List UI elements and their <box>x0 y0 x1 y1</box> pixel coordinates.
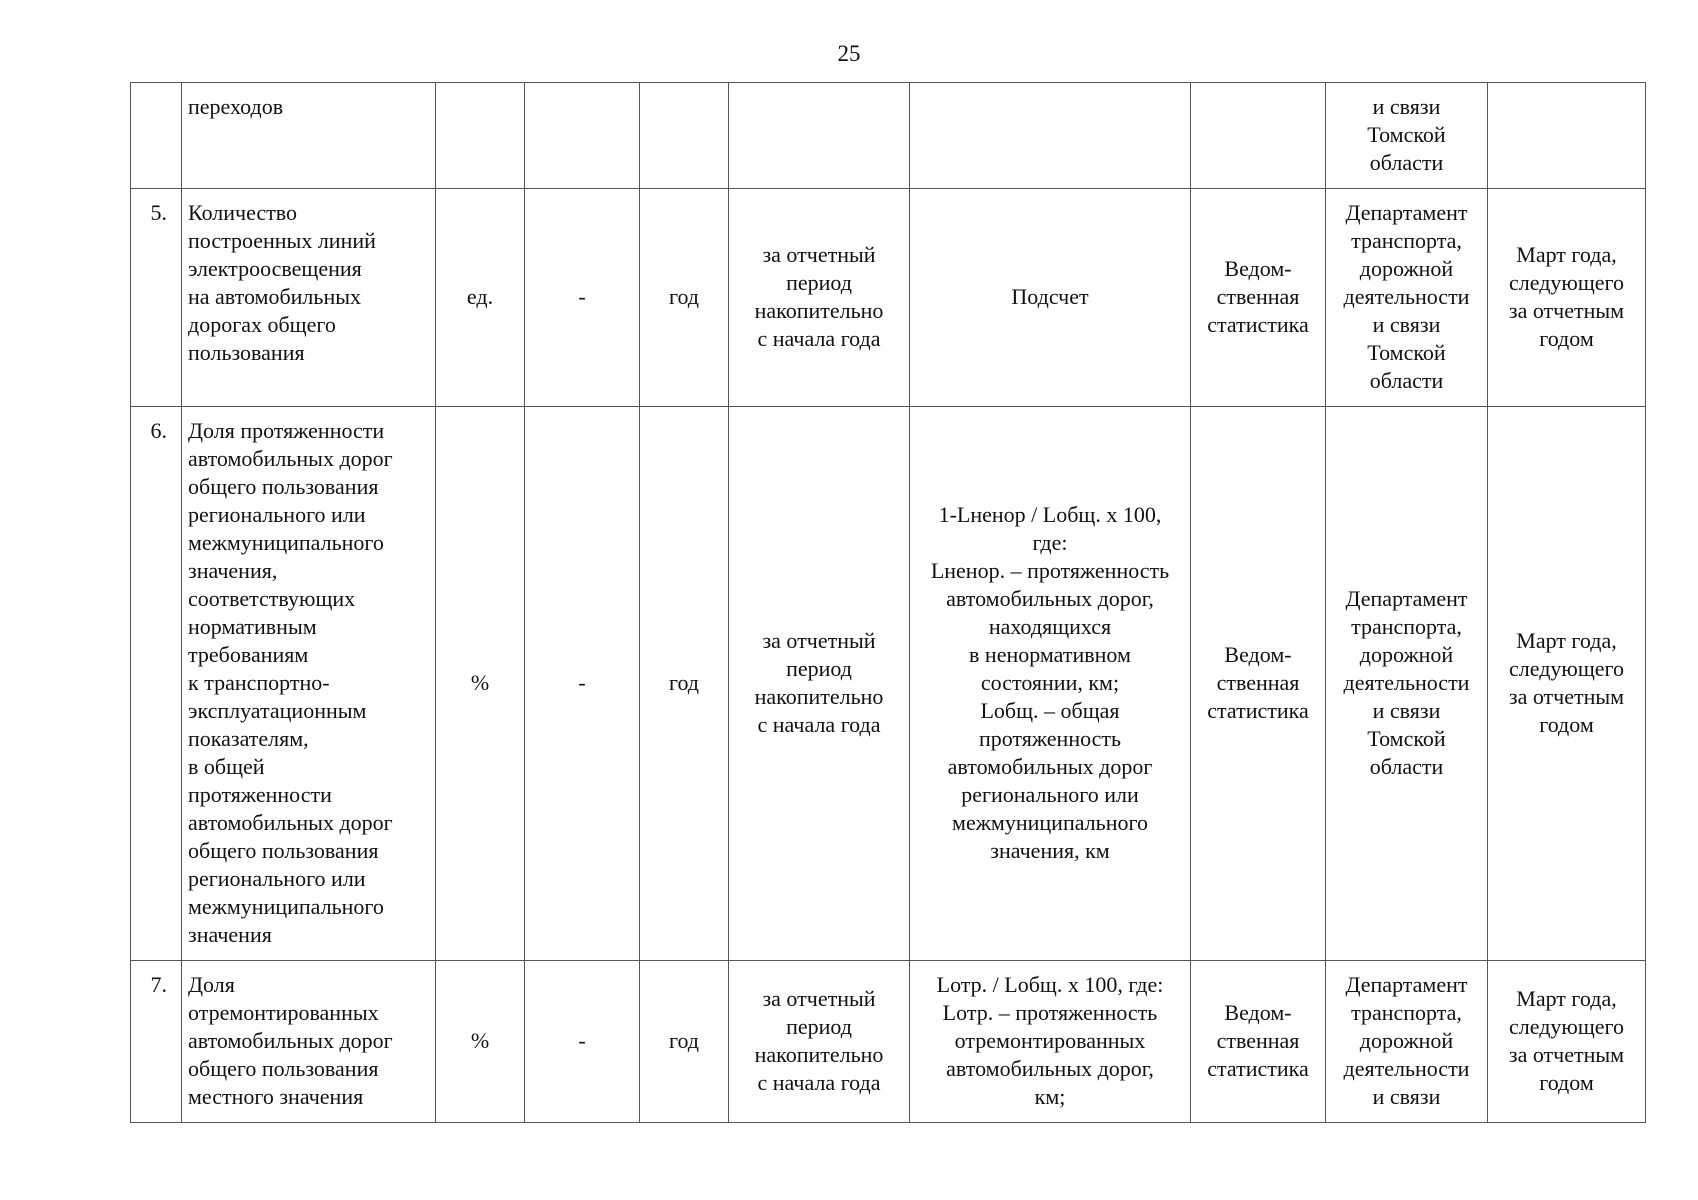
unit-cell <box>436 83 525 189</box>
direction-cell <box>525 83 640 189</box>
table-row-continuation <box>131 83 1646 189</box>
unit-cell: % <box>436 407 525 961</box>
source-cell <box>1191 83 1326 189</box>
deadline-cell <box>1488 83 1646 189</box>
indicator-name-cell: Доля отремонтированных автомобильных дорог общего пользования местного значения <box>182 961 436 1123</box>
source-cell: Ведом- ственная статистика <box>1191 407 1326 961</box>
deadline-cell: Март года, следующего за отчетным годом <box>1488 961 1646 1123</box>
periodicity-cell: год <box>640 189 729 407</box>
source-cell: Ведом- ственная статистика <box>1191 961 1326 1123</box>
row-number-cell: 5. <box>131 189 182 407</box>
deadline-cell: Март года, следующего за отчетным годом <box>1488 189 1646 407</box>
indicators-table <box>130 82 1646 1123</box>
interval-cell: за отчетный период накопительно с начала года <box>729 189 910 407</box>
method-cell <box>910 83 1191 189</box>
row-number-cell <box>131 83 182 189</box>
method-cell: Lотр. / Lобщ. х 100, где: Lотр. – протяженность отремонтированных автомобильных дорог, км; <box>910 961 1191 1123</box>
direction-cell: - <box>525 961 640 1123</box>
indicator-name-cell: Количество построенных линий электроосвещения на автомобильных дорогах общего пользования <box>182 189 436 407</box>
direction-cell: - <box>525 189 640 407</box>
periodicity-cell <box>640 83 729 189</box>
interval-cell: за отчетный период накопительно с начала года <box>729 961 910 1123</box>
table-row <box>131 407 1646 961</box>
deadline-cell: Март года, следующего за отчетным годом <box>1488 407 1646 961</box>
page-number: 25 <box>837 41 861 66</box>
row-number-cell: 6. <box>131 407 182 961</box>
periodicity-cell: год <box>640 961 729 1123</box>
unit-cell: ед. <box>436 189 525 407</box>
indicator-name-cell: Доля протяженности автомобильных дорог общего пользования регионального или межмуниципального значения, соответствующих нормативным требованиям к транспортно- эксплуатационным показателям, в общей протяженности автомобильных дорог общего пользования регионального или межмуниципального значения <box>182 407 436 961</box>
table-row <box>131 189 1646 407</box>
responsible-cell: Департамент транспорта, дорожной деятельности и связи Томской области <box>1326 189 1488 407</box>
responsible-cell: и связи Томской области <box>1326 83 1488 189</box>
method-cell: 1-Lненор / Lобщ. х 100, где: Lненор. – протяженность автомобильных дорог, находящихся в ненормативном состоянии, км; Lобщ. – общая протяженность автомобильных дорог регионального или межмуниципального значения, км <box>910 407 1191 961</box>
source-cell: Ведом- ственная статистика <box>1191 189 1326 407</box>
row-number-cell: 7. <box>131 961 182 1123</box>
indicator-name-cell: переходов <box>182 83 436 189</box>
interval-cell <box>729 83 910 189</box>
interval-cell: за отчетный период накопительно с начала года <box>729 407 910 961</box>
method-cell: Подсчет <box>910 189 1191 407</box>
responsible-cell: Департамент транспорта, дорожной деятельности и связи Томской области <box>1326 407 1488 961</box>
periodicity-cell: год <box>640 407 729 961</box>
table-row <box>131 961 1646 1123</box>
direction-cell: - <box>525 407 640 961</box>
unit-cell: % <box>436 961 525 1123</box>
responsible-cell: Департамент транспорта, дорожной деятельности и связи <box>1326 961 1488 1123</box>
